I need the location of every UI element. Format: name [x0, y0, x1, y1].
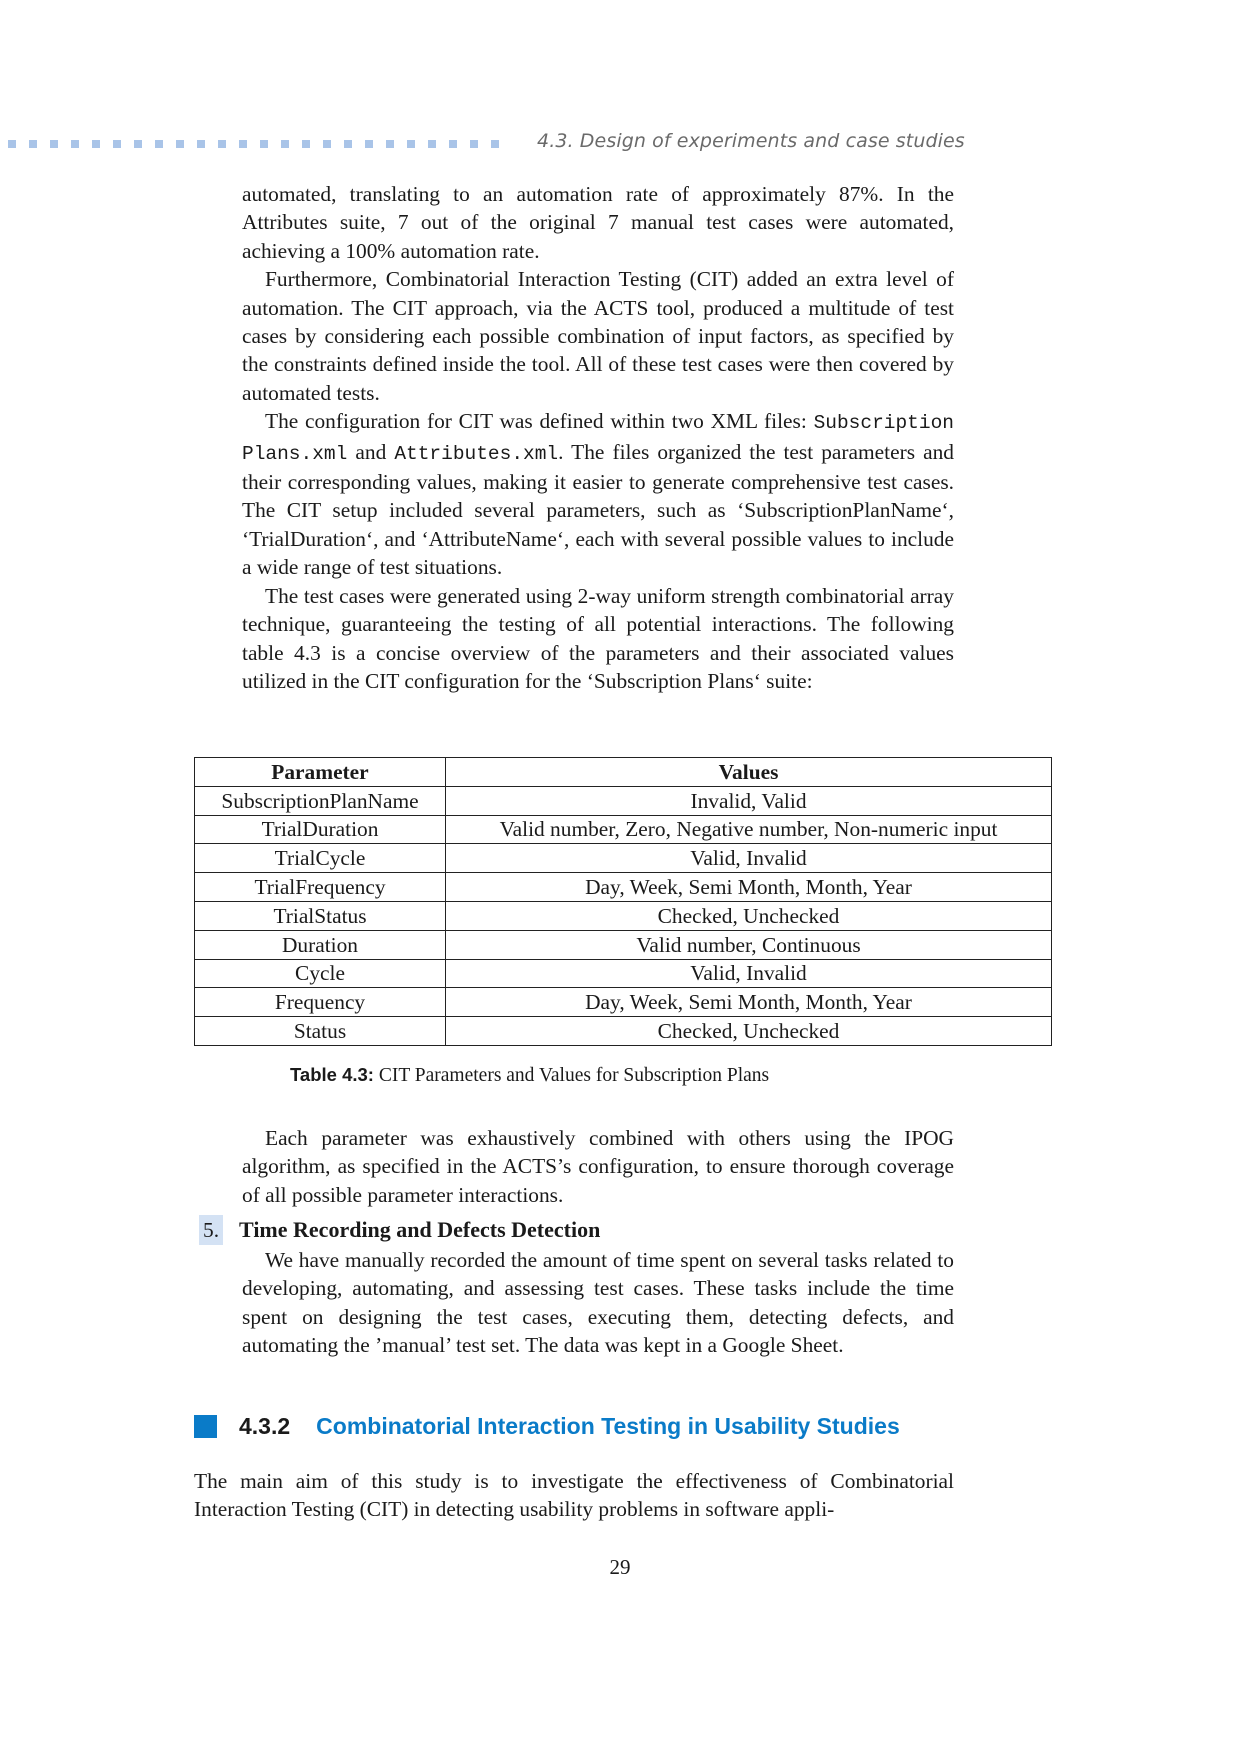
parameter-cell: Status — [195, 1017, 446, 1046]
header-square-icon — [197, 140, 205, 148]
parameter-cell: TrialFrequency — [195, 873, 446, 902]
header-square-icon — [260, 140, 268, 148]
filename-attributes: Attributes.xml — [394, 442, 559, 465]
list-item-title: Time Recording and Defects Detection — [239, 1217, 601, 1242]
section-title: Combinatorial Interaction Testing in Usability Studies — [316, 1413, 900, 1439]
paragraph-ipog: Each parameter was exhaustively combined with others using the IPOG algorithm, as specified in the ACTS’s configuration, to ensure thorough coverage of all possible parameter interactions. — [242, 1126, 954, 1207]
values-cell: Valid number, Continuous — [446, 930, 1052, 959]
parameter-cell: TrialDuration — [195, 815, 446, 844]
list-item-number: 5. — [199, 1215, 223, 1245]
header-square-icon — [155, 140, 163, 148]
header-square-icon — [323, 140, 331, 148]
header-square-icon — [386, 140, 394, 148]
table-row — [195, 1017, 1052, 1046]
parameter-cell: TrialCycle — [195, 844, 446, 873]
list-item-time-recording — [199, 1215, 600, 1245]
values-cell: Day, Week, Semi Month, Month, Year — [446, 988, 1052, 1017]
header-square-icon — [176, 140, 184, 148]
header-square-icon — [344, 140, 352, 148]
section-intro-paragraph: The main aim of this study is to investigate the effectiveness of Combinatorial Interaction Testing (CIT) in detecting usability problems in software appli- — [194, 1469, 954, 1522]
section-number: 4.3.2 — [239, 1413, 291, 1439]
header-decoration — [8, 140, 499, 148]
values-cell: Valid, Invalid — [446, 959, 1052, 988]
table-row — [195, 844, 1052, 873]
values-cell: Day, Week, Semi Month, Month, Year — [446, 873, 1052, 902]
table-row — [195, 930, 1052, 959]
caption-text: CIT Parameters and Values for Subscription Plans — [373, 1065, 770, 1086]
body-text-time-recording — [242, 1246, 954, 1360]
header-square-icon — [50, 140, 58, 148]
table-row — [195, 786, 1052, 815]
header-square-icon — [239, 140, 247, 148]
caption-label: Table 4.3: — [290, 1064, 374, 1085]
values-cell: Checked, Unchecked — [446, 901, 1052, 930]
header-square-icon — [113, 140, 121, 148]
section-marker-square-icon — [194, 1415, 217, 1438]
header-square-icon — [407, 140, 415, 148]
running-header-title: 4.3. Design of experiments and case studies — [537, 130, 965, 152]
header-square-icon — [428, 140, 436, 148]
header-square-icon — [449, 140, 457, 148]
text-span: The configuration for CIT was defined within two XML files: — [265, 409, 814, 434]
header-square-icon — [8, 140, 16, 148]
table-header-row — [195, 758, 1052, 787]
values-cell: Valid, Invalid — [446, 844, 1052, 873]
header-square-icon — [134, 140, 142, 148]
table-caption — [290, 1064, 769, 1087]
cit-parameters-table — [194, 757, 1052, 1046]
paragraph-cit-configuration — [242, 407, 954, 581]
table-row — [195, 873, 1052, 902]
values-cell: Invalid, Valid — [446, 786, 1052, 815]
parameter-cell: Cycle — [195, 959, 446, 988]
parameter-cell: Frequency — [195, 988, 446, 1017]
values-cell: Checked, Unchecked — [446, 1017, 1052, 1046]
header-square-icon — [71, 140, 79, 148]
body-text-top — [242, 180, 954, 695]
table-row — [195, 901, 1052, 930]
header-square-icon — [365, 140, 373, 148]
header-square-icon — [281, 140, 289, 148]
filename-subscription-plans: Subscription Plans.xml — [242, 412, 954, 465]
text-span: . The files organized the test parameters and their corresponding values, making it easier to generate comprehensive test cases. The CIT setup included several parameters, such as ‘SubscriptionPlanName‘, ‘TrialDuration‘, and ‘AttributeName‘, each with several possible values to include a wide range of test situations. — [242, 439, 954, 580]
column-header-parameter: Parameter — [195, 758, 446, 787]
values-cell: Valid number, Zero, Negative number, Non-numeric input — [446, 815, 1052, 844]
table-row — [195, 959, 1052, 988]
header-square-icon — [218, 140, 226, 148]
header-square-icon — [491, 140, 499, 148]
paragraph-test-generation: The test cases were generated using 2-way uniform strength combinatorial array technique, guaranteeing the testing of all potential interactions. The following table 4.3 is a concise overview of the parameters and their associated values utilized in the CIT configuration for the ‘Subscription Plans‘ suite: — [242, 583, 954, 693]
parameter-cell: Duration — [195, 930, 446, 959]
paragraph-automation-rate: automated, translating to an automation rate of approximately 87%. In the Attributes suite, 7 out of the original 7 manual test cases were automated, achieving a 100% automation rate. — [242, 182, 954, 263]
header-square-icon — [92, 140, 100, 148]
list-item-body: We have manually recorded the amount of time spent on several tasks related to developing, automating, and assessing test cases. These tasks include the time spent on designing the test cases, executing them, detecting defects, and automating the ’manual’ test set. The data was kept in a Google Sheet. — [242, 1248, 954, 1358]
header-square-icon — [470, 140, 478, 148]
parameter-cell: SubscriptionPlanName — [195, 786, 446, 815]
page-number: 29 — [609, 1555, 631, 1579]
body-text-section — [194, 1467, 954, 1524]
table-row — [195, 815, 1052, 844]
paragraph-cit-extra-automation: Furthermore, Combinatorial Interaction Testing (CIT) added an extra level of automation. The CIT approach, via the ACTS tool, produced a multitude of test cases by considering each possible combination of input factors, as specified by the constraints defined inside the tool. All of these test cases were then covered by automated tests. — [242, 267, 954, 405]
running-header — [0, 128, 1240, 158]
table-row — [195, 988, 1052, 1017]
header-square-icon — [302, 140, 310, 148]
text-span: and — [347, 439, 395, 464]
body-text-ipog — [242, 1124, 954, 1209]
column-header-values: Values — [446, 758, 1052, 787]
section-heading — [194, 1413, 900, 1440]
header-square-icon — [29, 140, 37, 148]
parameter-cell: TrialStatus — [195, 901, 446, 930]
